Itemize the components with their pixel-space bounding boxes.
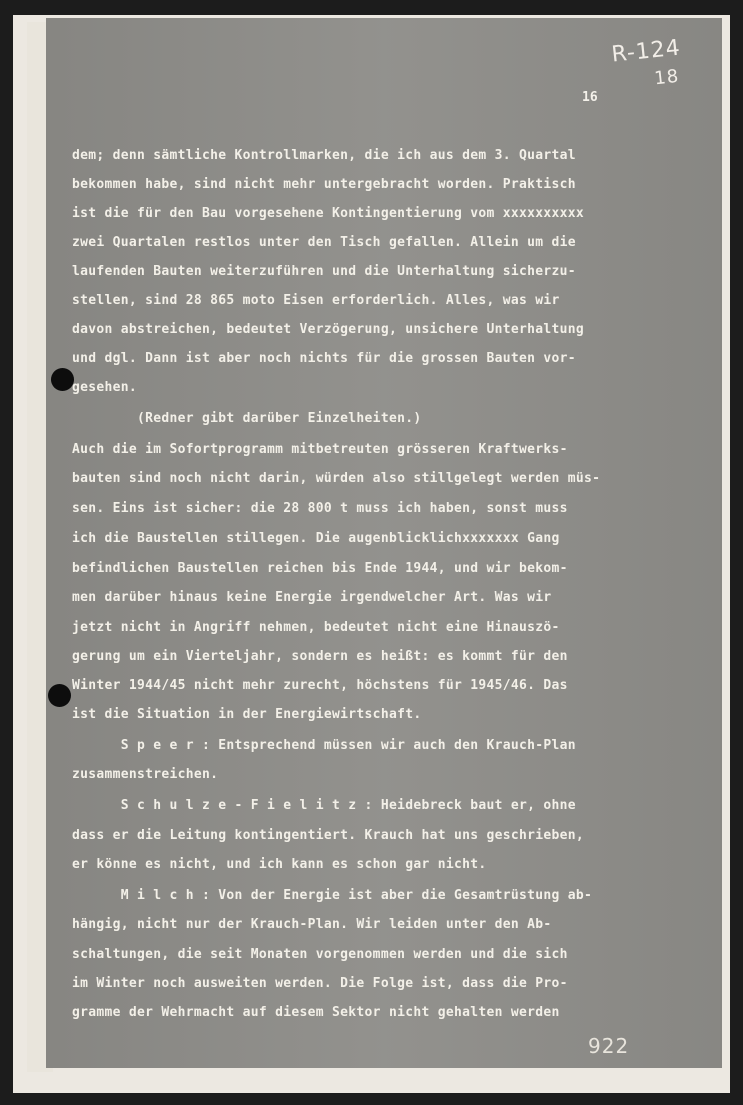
text-line: Winter 1944/45 nicht mehr zurecht, höchstens für 1945/46. Das <box>72 678 568 693</box>
text-line: zwei Quartalen restlos unter den Tisch gefallen. Allein um die <box>72 235 576 250</box>
page-number: 16 <box>582 90 598 105</box>
text-line: er könne es nicht, und ich kann es schon gar nicht. <box>72 857 487 872</box>
text-line: befindlichen Baustellen reichen bis Ende 1944, und wir bekom- <box>72 561 568 576</box>
text-line: stellen, sind 28 865 moto Eisen erforderlich. Alles, was wir <box>72 293 560 308</box>
punch-hole-icon <box>48 684 71 707</box>
archive-mark-line1: R-124 <box>610 35 682 68</box>
text-line: ich die Baustellen stillegen. Die augenblicklichxxxxxxx Gang <box>72 531 560 546</box>
text-line: gerung um ein Vierteljahr, sondern es heißt: es kommt für den <box>72 649 568 664</box>
text-line: schaltungen, die seit Monaten vorgenommen werden und die sich <box>72 947 568 962</box>
text-line: (Redner gibt darüber Einzelheiten.) <box>72 411 422 426</box>
text-line: jetzt nicht in Angriff nehmen, bedeutet nicht eine Hinauszö- <box>72 620 560 635</box>
text-line: gramme der Wehrmacht auf diesem Sektor nicht gehalten werden <box>72 1005 560 1020</box>
text-line: men darüber hinaus keine Energie irgendwelcher Art. Was wir <box>72 590 552 605</box>
text-line: Auch die im Sofortprogramm mitbetreuten grösseren Kraftwerks- <box>72 442 568 457</box>
text-line: ist die Situation in der Energiewirtschaft. <box>72 707 422 722</box>
text-line: hängig, nicht nur der Krauch-Plan. Wir leiden unter den Ab- <box>72 917 552 932</box>
text-line: bauten sind noch nicht darin, würden also stillgelegt werden müs- <box>72 471 601 486</box>
text-line: laufenden Bauten weiterzuführen und die Unterhaltung sicherzu- <box>72 264 576 279</box>
text-line: sen. Eins ist sicher: die 28 800 t muss ich haben, sonst muss <box>72 501 568 516</box>
text-line: gesehen. <box>72 380 138 395</box>
text-line: davon abstreichen, bedeutet Verzögerung, unsichere Unterhaltung <box>72 322 584 337</box>
text-line: bekommen habe, sind nicht mehr untergebracht worden. Praktisch <box>72 177 576 192</box>
text-line: ist die für den Bau vorgesehene Kontingentierung vom xxxxxxxxxx <box>72 206 584 221</box>
footer-number: 922 <box>588 1034 630 1058</box>
text-line: dem; denn sämtliche Kontrollmarken, die ich aus dem 3. Quartal <box>72 148 576 163</box>
text-line: dass er die Leitung kontingentiert. Krauch hat uns geschrieben, <box>72 828 584 843</box>
archive-mark-line2: 18 <box>653 65 681 90</box>
archive-mark <box>610 35 685 98</box>
text-line: S c h u l z e - F i e l i t z : Heidebreck baut er, ohne <box>72 798 576 813</box>
text-line: zusammenstreichen. <box>72 767 219 782</box>
punch-hole-icon <box>51 368 74 391</box>
text-line: und dgl. Dann ist aber noch nichts für die grossen Bauten vor- <box>72 351 576 366</box>
text-line: M i l c h : Von der Energie ist aber die Gesamtrüstung ab- <box>72 888 593 903</box>
text-line: im Winter noch ausweiten werden. Die Folge ist, dass die Pro- <box>72 976 568 991</box>
text-line: S p e e r : Entsprechend müssen wir auch den Krauch-Plan <box>72 738 576 753</box>
